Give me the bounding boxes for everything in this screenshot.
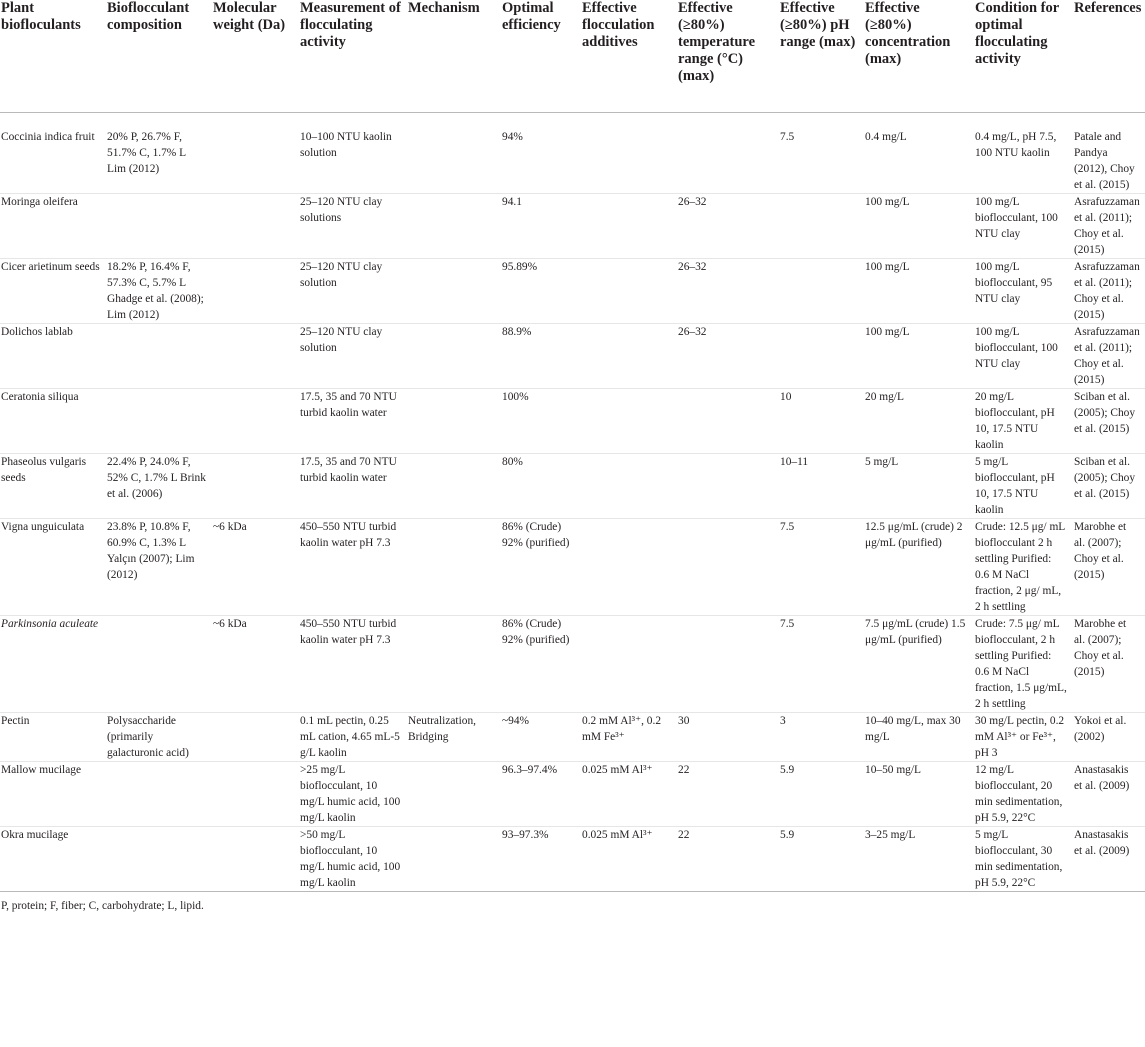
cell-plant: Okra mucilage <box>0 827 107 892</box>
cell-mw <box>213 259 300 324</box>
cell-mechanism <box>408 194 502 259</box>
cell-concentration: 0.4 mg/L <box>865 113 975 194</box>
cell-efficiency: 100% <box>502 389 582 454</box>
table-row <box>0 713 1145 762</box>
cell-concentration: 100 mg/L <box>865 324 975 389</box>
cell-ph: 10 <box>780 389 865 454</box>
col-header: Measurement of flocculating activity <box>300 0 408 113</box>
cell-plant: Coccinia indica fruit <box>0 113 107 194</box>
cell-plant: Dolichos lablab <box>0 324 107 389</box>
cell-additives <box>582 454 678 519</box>
cell-mechanism <box>408 519 502 616</box>
cell-efficiency: 94.1 <box>502 194 582 259</box>
cell-composition: Polysaccharide (primarily galacturonic acid) <box>107 713 213 762</box>
cell-ph: 7.5 <box>780 616 865 713</box>
cell-mechanism <box>408 259 502 324</box>
cell-plant: Moringa oleifera <box>0 194 107 259</box>
cell-ph: 7.5 <box>780 113 865 194</box>
cell-temperature: 22 <box>678 827 780 892</box>
cell-composition: 18.2% P, 16.4% F, 57.3% C, 5.7% L Ghadge et al. (2008); Lim (2012) <box>107 259 213 324</box>
table-row <box>0 827 1145 892</box>
cell-ph <box>780 259 865 324</box>
cell-concentration: 10–50 mg/L <box>865 762 975 827</box>
cell-references: Marobhe et al. (2007); Choy et al. (2015) <box>1074 519 1145 616</box>
cell-references: Marobhe et al. (2007); Choy et al. (2015) <box>1074 616 1145 713</box>
cell-plant: Pectin <box>0 713 107 762</box>
cell-references: Anastasakis et al. (2009) <box>1074 762 1145 827</box>
cell-ph: 5.9 <box>780 762 865 827</box>
col-header: Condition for optimal flocculating activity <box>975 0 1074 113</box>
cell-measurement: 25–120 NTU clay solutions <box>300 194 408 259</box>
cell-composition: 22.4% P, 24.0% F, 52% C, 1.7% L Brink et al. (2006) <box>107 454 213 519</box>
cell-plant: Cicer arietinum seeds <box>0 259 107 324</box>
cell-efficiency: 96.3–97.4% <box>502 762 582 827</box>
cell-mw <box>213 389 300 454</box>
cell-mw <box>213 454 300 519</box>
cell-measurement: 17.5, 35 and 70 NTU turbid kaolin water <box>300 389 408 454</box>
cell-composition <box>107 762 213 827</box>
cell-mw: ~6 kDa <box>213 616 300 713</box>
cell-additives: 0.025 mM Al³⁺ <box>582 762 678 827</box>
col-header: Effective flocculation additives <box>582 0 678 113</box>
cell-condition: Crude: 12.5 μg/ mL bioflocculant 2 h settling Purified: 0.6 M NaCl fraction, 2 μg/ mL, 2 h settling <box>975 519 1074 616</box>
cell-condition: 100 mg/L bioflocculant, 100 NTU clay <box>975 324 1074 389</box>
cell-measurement: 25–120 NTU clay solution <box>300 324 408 389</box>
cell-mechanism <box>408 454 502 519</box>
cell-mechanism <box>408 113 502 194</box>
cell-plant: Parkinsonia aculeate <box>0 616 107 713</box>
cell-temperature <box>678 519 780 616</box>
cell-concentration: 7.5 μg/mL (crude) 1.5 μg/mL (purified) <box>865 616 975 713</box>
cell-concentration: 5 mg/L <box>865 454 975 519</box>
cell-composition <box>107 616 213 713</box>
cell-concentration: 100 mg/L <box>865 194 975 259</box>
cell-efficiency: 86% (Crude) 92% (purified) <box>502 519 582 616</box>
cell-plant: Ceratonia siliqua <box>0 389 107 454</box>
table-header <box>0 0 1145 113</box>
cell-mw <box>213 324 300 389</box>
cell-plant: Mallow mucilage <box>0 762 107 827</box>
table-row <box>0 519 1145 616</box>
cell-temperature <box>678 616 780 713</box>
table-row <box>0 762 1145 827</box>
cell-mw: ~6 kDa <box>213 519 300 616</box>
cell-temperature <box>678 454 780 519</box>
col-header: Molecular weight (Da) <box>213 0 300 113</box>
cell-ph <box>780 194 865 259</box>
cell-mw <box>213 113 300 194</box>
cell-measurement: 25–120 NTU clay solution <box>300 259 408 324</box>
col-header: Effective (≥80%) pH range (max) <box>780 0 865 113</box>
table-body <box>0 113 1145 892</box>
cell-references: Asrafuzzaman et al. (2011); Choy et al. (2015) <box>1074 194 1145 259</box>
cell-temperature: 26–32 <box>678 259 780 324</box>
cell-condition: 100 mg/L bioflocculant, 100 NTU clay <box>975 194 1074 259</box>
col-header: Effective (≥80%) concentration (max) <box>865 0 975 113</box>
cell-composition: 20% P, 26.7% F, 51.7% C, 1.7% L Lim (2012) <box>107 113 213 194</box>
cell-mw <box>213 194 300 259</box>
cell-ph <box>780 324 865 389</box>
cell-additives: 0.025 mM Al³⁺ <box>582 827 678 892</box>
cell-mw <box>213 762 300 827</box>
cell-temperature: 26–32 <box>678 194 780 259</box>
cell-mechanism <box>408 827 502 892</box>
cell-concentration: 100 mg/L <box>865 259 975 324</box>
cell-temperature <box>678 113 780 194</box>
cell-composition <box>107 194 213 259</box>
cell-mechanism <box>408 616 502 713</box>
cell-additives <box>582 259 678 324</box>
col-header: Optimal efficiency <box>502 0 582 113</box>
cell-mw <box>213 827 300 892</box>
table-row <box>0 259 1145 324</box>
cell-condition: 0.4 mg/L, pH 7.5, 100 NTU kaolin <box>975 113 1074 194</box>
table-row <box>0 454 1145 519</box>
col-header: Mechanism <box>408 0 502 113</box>
table-row <box>0 389 1145 454</box>
cell-plant: Phaseolus vulgaris seeds <box>0 454 107 519</box>
cell-measurement: >50 mg/L bioflocculant, 10 mg/L humic acid, 100 mg/L kaolin <box>300 827 408 892</box>
table-footnote: P, protein; F, fiber; C, carbohydrate; L, lipid. <box>1 900 204 912</box>
table-row <box>0 113 1145 194</box>
cell-composition <box>107 324 213 389</box>
cell-additives <box>582 113 678 194</box>
header-row <box>0 0 1145 113</box>
cell-references: Asrafuzzaman et al. (2011); Choy et al. (2015) <box>1074 259 1145 324</box>
cell-measurement: >25 mg/L bioflocculant, 10 mg/L humic acid, 100 mg/L kaolin <box>300 762 408 827</box>
cell-mw <box>213 713 300 762</box>
col-header: References <box>1074 0 1145 113</box>
cell-condition: 20 mg/L bioflocculant, pH 10, 17.5 NTU kaolin <box>975 389 1074 454</box>
cell-ph: 3 <box>780 713 865 762</box>
cell-condition: 12 mg/L bioflocculant, 20 min sedimentation, pH 5.9, 22°C <box>975 762 1074 827</box>
cell-references: Sciban et al. (2005); Choy et al. (2015) <box>1074 454 1145 519</box>
cell-composition <box>107 389 213 454</box>
cell-temperature: 30 <box>678 713 780 762</box>
cell-condition: 30 mg/L pectin, 0.2 mM Al³⁺ or Fe³⁺, pH 3 <box>975 713 1074 762</box>
cell-efficiency: ~94% <box>502 713 582 762</box>
cell-ph: 10–11 <box>780 454 865 519</box>
cell-concentration: 10–40 mg/L, max 30 mg/L <box>865 713 975 762</box>
cell-concentration: 20 mg/L <box>865 389 975 454</box>
cell-concentration: 12.5 μg/mL (crude) 2 μg/mL (purified) <box>865 519 975 616</box>
cell-additives <box>582 324 678 389</box>
cell-additives <box>582 519 678 616</box>
cell-condition: 5 mg/L bioflocculant, 30 min sedimentation, pH 5.9, 22°C <box>975 827 1074 892</box>
cell-additives <box>582 194 678 259</box>
cell-temperature: 26–32 <box>678 324 780 389</box>
cell-mechanism: Neutralization, Bridging <box>408 713 502 762</box>
cell-measurement: 10–100 NTU kaolin solution <box>300 113 408 194</box>
table-row <box>0 194 1145 259</box>
cell-ph: 5.9 <box>780 827 865 892</box>
cell-measurement: 0.1 mL pectin, 0.25 mL cation, 4.65 mL-5 g/L kaolin <box>300 713 408 762</box>
cell-composition: 23.8% P, 10.8% F, 60.9% C, 1.3% L Yalçın (2007); Lim (2012) <box>107 519 213 616</box>
cell-references: Sciban et al. (2005); Choy et al. (2015) <box>1074 389 1145 454</box>
cell-efficiency: 88.9% <box>502 324 582 389</box>
cell-mechanism <box>408 324 502 389</box>
cell-condition: Crude: 7.5 μg/ mL bioflocculant, 2 h settling Purified: 0.6 M NaCl fraction, 1.5 μg/mL, 2 h settling <box>975 616 1074 713</box>
table-row <box>0 616 1145 713</box>
cell-efficiency: 94% <box>502 113 582 194</box>
cell-condition: 5 mg/L bioflocculant, pH 10, 17.5 NTU kaolin <box>975 454 1074 519</box>
cell-ph: 7.5 <box>780 519 865 616</box>
cell-references: Anastasakis et al. (2009) <box>1074 827 1145 892</box>
cell-efficiency: 86% (Crude) 92% (purified) <box>502 616 582 713</box>
cell-references: Patale and Pandya (2012), Choy et al. (2015) <box>1074 113 1145 194</box>
cell-measurement: 450–550 NTU turbid kaolin water pH 7.3 <box>300 519 408 616</box>
cell-temperature: 22 <box>678 762 780 827</box>
table-row <box>0 324 1145 389</box>
cell-measurement: 450–550 NTU turbid kaolin water pH 7.3 <box>300 616 408 713</box>
cell-mechanism <box>408 389 502 454</box>
cell-efficiency: 80% <box>502 454 582 519</box>
cell-temperature <box>678 389 780 454</box>
col-header: Bioflocculant composition <box>107 0 213 113</box>
cell-efficiency: 95.89% <box>502 259 582 324</box>
cell-additives <box>582 389 678 454</box>
col-header: Effective (≥80%) temperature range (°C) (max) <box>678 0 780 113</box>
cell-measurement: 17.5, 35 and 70 NTU turbid kaolin water <box>300 454 408 519</box>
cell-efficiency: 93–97.3% <box>502 827 582 892</box>
cell-references: Yokoi et al. (2002) <box>1074 713 1145 762</box>
cell-condition: 100 mg/L bioflocculant, 95 NTU clay <box>975 259 1074 324</box>
cell-additives: 0.2 mM Al³⁺, 0.2 mM Fe³⁺ <box>582 713 678 762</box>
cell-plant: Vigna unguiculata <box>0 519 107 616</box>
cell-concentration: 3–25 mg/L <box>865 827 975 892</box>
cell-additives <box>582 616 678 713</box>
col-header: Plant biofloculants <box>0 0 107 113</box>
cell-mechanism <box>408 762 502 827</box>
cell-references: Asrafuzzaman et al. (2011); Choy et al. (2015) <box>1074 324 1145 389</box>
cell-composition <box>107 827 213 892</box>
